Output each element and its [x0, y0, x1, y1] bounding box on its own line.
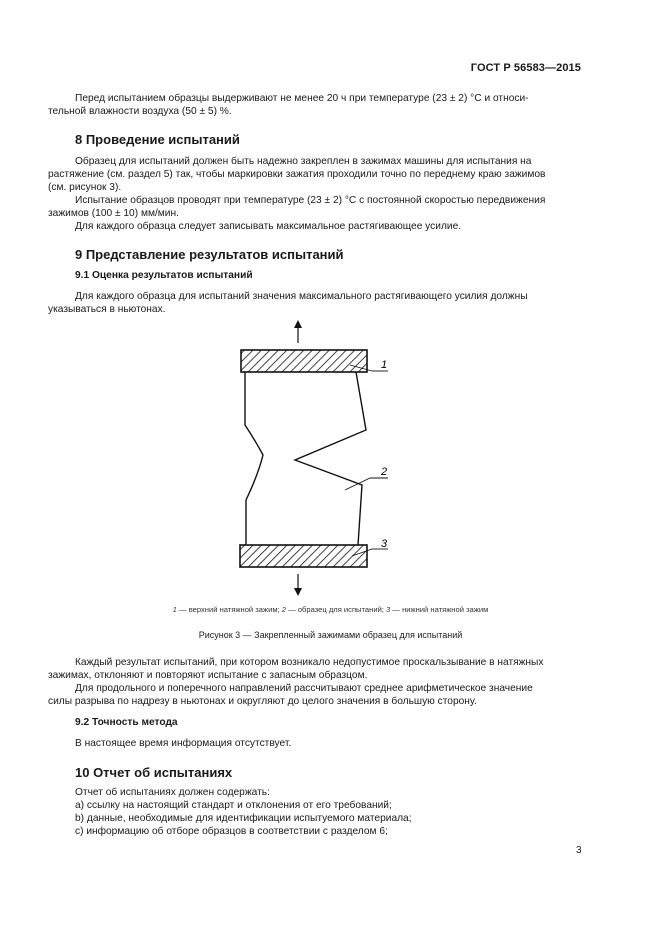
legend-number-2: 2 [281, 605, 286, 614]
specimen-left-edge [245, 372, 263, 545]
legend-text-1: — верхний натяжной зажим; [176, 605, 282, 614]
s9-after-line-1: Каждый результат испытаний, при котором возникало недопустимое проскальзывание в натяжных [75, 657, 544, 668]
section-9-2-title: 9.2 Точность метода [75, 717, 178, 728]
s8-p1-line-1: Образец для испытаний должен быть надежно закреплен в зажимах машины для испытания на [75, 156, 532, 167]
top-arrow-icon [294, 320, 302, 343]
s8-p1-line-2: растяжение (см. раздел 5) так, чтобы маркировки зажатия проходили точно по переднему краю зажимов [48, 169, 546, 180]
s9-1-line-1: Для каждого образца для испытаний значения максимального растягивающего усилия должны [75, 291, 528, 302]
figure-label-1: 1 [381, 359, 388, 371]
s8-p2-line-2: зажимов (100 ± 10) мм/мин. [48, 208, 179, 219]
intro-line-2: тельной влажности воздуха (50 ± 5) %. [48, 106, 232, 117]
s8-p2-line-1: Испытание образцов проводят при температуре (23 ± 2) °С с постоянной скоростью передвижения [75, 195, 546, 206]
section-8-title: 8 Проведение испытаний [75, 132, 240, 147]
s8-p1-line-3: (см. рисунок 3). [48, 182, 122, 193]
specimen-right-edge-with-notch [295, 372, 366, 545]
intro-line-1: Перед испытанием образцы выдерживают не менее 20 ч при температуре (23 ± 2) °С и относи- [75, 93, 529, 104]
s9-after-line-4: силы разрыва по надрезу в ньютонах и округляют до целого значения в большую сторону. [48, 696, 477, 707]
legend-text-2: — образец для испытаний; [286, 605, 387, 614]
s8-p3-line-1: Для каждого образца следует записывать максимальное растягивающее усилие. [75, 221, 462, 232]
section-9-title: 9 Представление результатов испытаний [75, 247, 344, 262]
s9-2-line-1: В настоящее время информация отсутствует. [75, 738, 292, 749]
page-number: 3 [576, 845, 582, 856]
lower-clamp [240, 545, 367, 567]
upper-clamp [241, 350, 367, 372]
legend-number-3: 3 [386, 605, 391, 614]
s9-after-line-3: Для продольного и поперечного направлений рассчитывают среднее арифметическое значение [75, 683, 533, 694]
legend-text-3: — нижний натяжной зажим [390, 605, 489, 614]
standard-header: ГОСТ Р 56583—2015 [470, 62, 581, 74]
s9-1-line-2: указываться в ньютонах. [48, 304, 166, 315]
s10-line-1: Отчет об испытаниях должен содержать: [75, 787, 270, 798]
figure-caption: Рисунок 3 — Закрепленный зажимами образец для испытаний [198, 630, 463, 640]
legend-number-1: 1 [172, 605, 177, 614]
s10-item-a: а) ссылку на настоящий стандарт и отклонения от его требований; [75, 800, 392, 811]
section-10-title: 10 Отчет об испытаниях [75, 765, 233, 780]
figure-label-2: 2 [381, 466, 388, 478]
s10-item-c: с) информацию об отборе образцов в соответствии с разделом 6; [75, 826, 388, 837]
bottom-arrow-icon [294, 574, 302, 596]
figure-legend [0, 605, 661, 614]
section-9-1-title: 9.1 Оценка результатов испытаний [75, 270, 253, 281]
figure-label-3: 3 [381, 538, 388, 550]
s9-after-line-2: зажимах, отклоняют и повторяют испытание с запасным образцом. [48, 670, 368, 681]
s10-item-b: b) данные, необходимые для идентификации испытуемого материала; [75, 813, 412, 824]
